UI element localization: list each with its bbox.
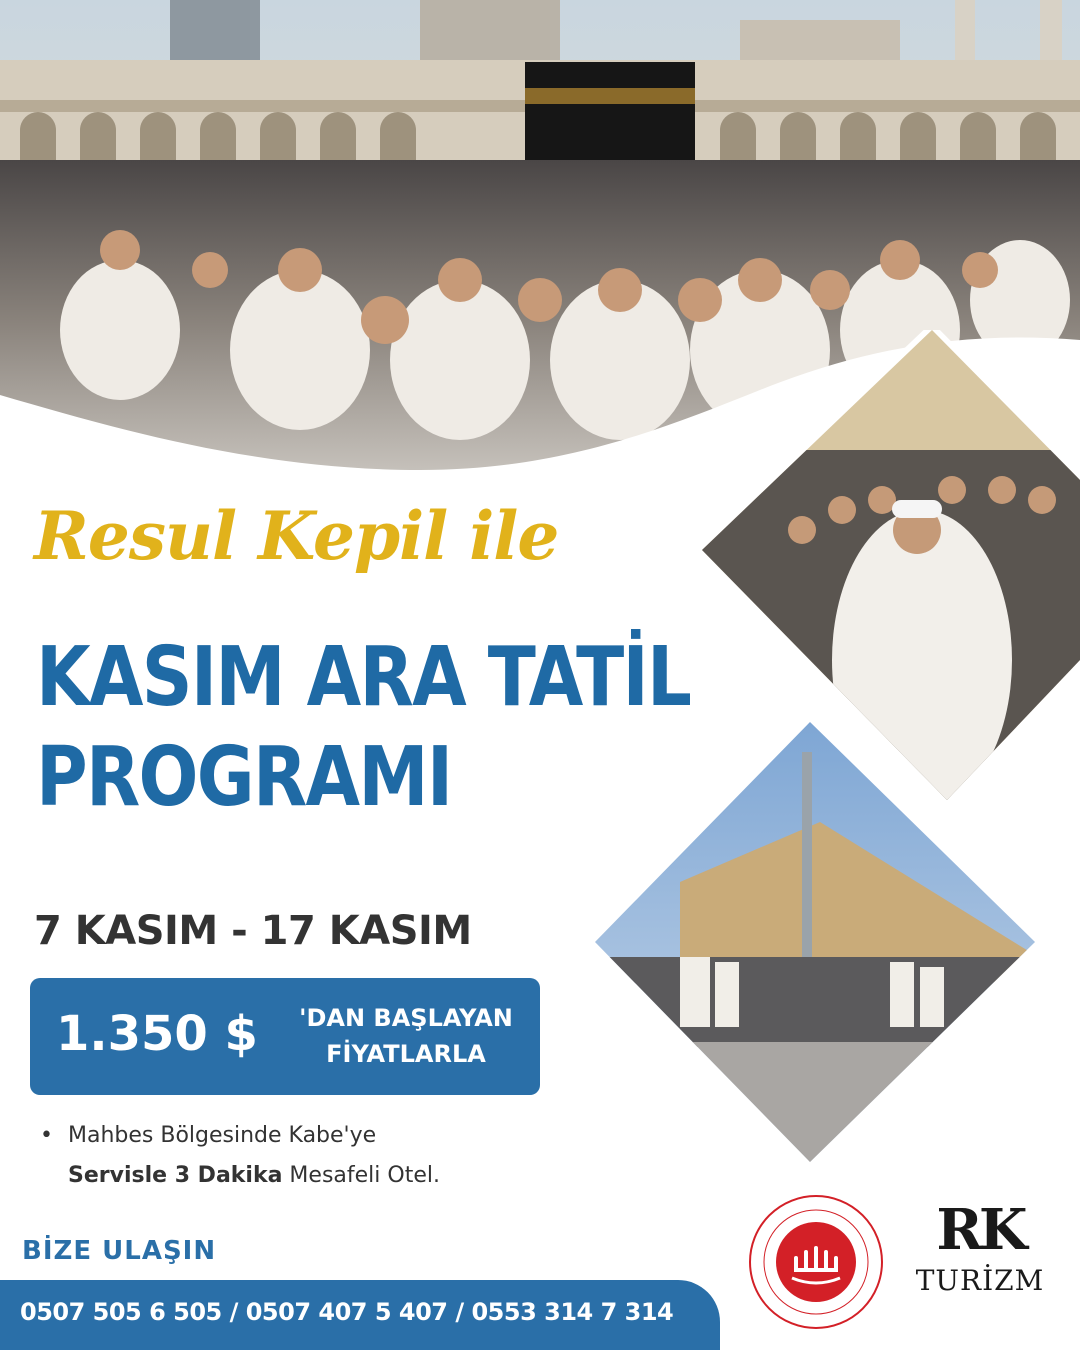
feature-line-1: Mahbes Bölgesinde Kabe'ye [68, 1123, 377, 1148]
phone-bar [0, 1280, 720, 1350]
price-box [30, 978, 540, 1095]
rk-turizm-logo [905, 1197, 1055, 1310]
script-title: Resul Kepil ile [34, 497, 559, 575]
contact-title: BİZE ULAŞIN [22, 1236, 217, 1266]
hotel-feature [40, 1116, 600, 1196]
bullet-icon: • [40, 1123, 53, 1148]
main-title-line-1: KASIM ARA TATİL [36, 630, 691, 725]
brand-name: TURİZM [915, 1264, 1045, 1297]
phone-numbers[interactable]: 0507 505 6 505 / 0507 407 5 407 / 0553 314 7 314 [20, 1298, 674, 1326]
price-note [286, 1000, 526, 1072]
main-title-line-2: PROGRAMI [36, 730, 452, 825]
main-title [36, 628, 691, 828]
diyanet-seal [746, 1192, 886, 1332]
seal-icon [746, 1192, 886, 1332]
program-dates: 7 KASIM - 17 KASIM [34, 908, 472, 954]
feature-line-2 [68, 1156, 600, 1196]
brand-mark: RK [936, 1197, 1024, 1263]
feature-rest: Mesafeli Otel. [282, 1163, 440, 1188]
feature-bold: Servisle 3 Dakika [68, 1163, 283, 1188]
price-amount: 1.350 $ [56, 1006, 258, 1062]
price-note-line-1: 'DAN BAŞLAYAN [299, 1004, 513, 1032]
diamond-photo-bottom-illustration [590, 722, 1050, 1162]
price-note-line-2: FİYATLARLA [326, 1040, 486, 1068]
diamond-photo-bottom [590, 722, 1050, 1162]
